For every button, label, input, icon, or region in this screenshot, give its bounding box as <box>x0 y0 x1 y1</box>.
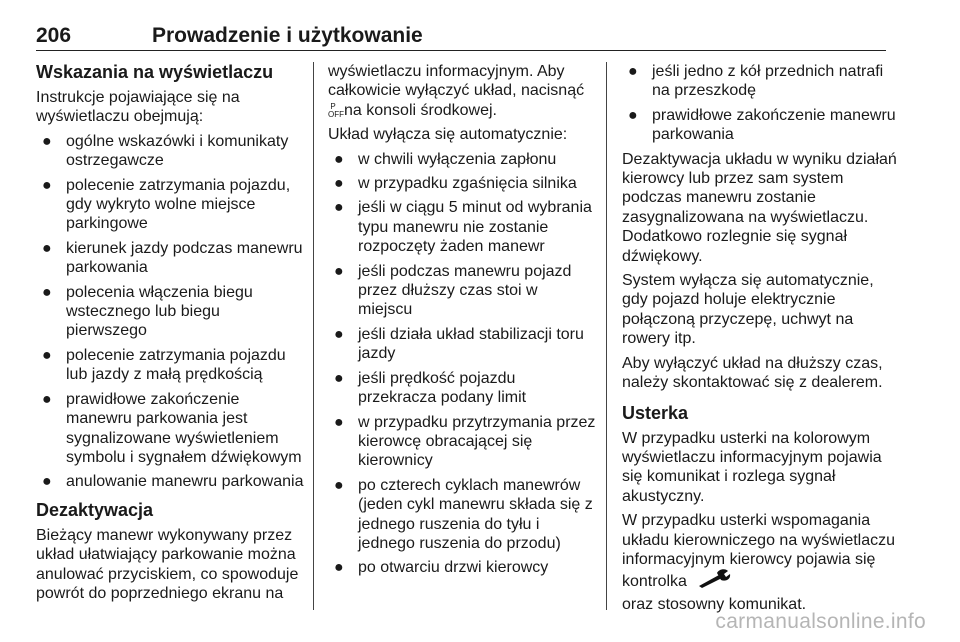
page-title: Prowadzenie i użytkowanie <box>152 24 423 47</box>
section-heading-fault: Usterka <box>622 402 689 423</box>
list-item <box>36 239 304 278</box>
list-item-text: polecenie zatrzymania pojazdu lub jazdy z małą prędkością <box>66 346 286 384</box>
bullet-icon: ● <box>628 63 638 80</box>
dealer-paragraph: Aby wyłączyć układ na dłuższy czas, należy skontaktować się z dealerem. <box>622 354 883 392</box>
list-item-text: jeśli jedno z kół przednich natrafi na przeszkodę <box>652 63 884 100</box>
bullet-icon: ● <box>334 325 344 343</box>
parking-off-icon: P OFF <box>328 101 344 119</box>
list-item <box>328 413 596 471</box>
list-item <box>36 132 304 171</box>
list-item <box>36 390 304 468</box>
paragraph-text-start: wyświetlaczu informacyjnym. Aby całkowicie wyłączyć układ, nacisnąć <box>328 63 585 100</box>
list-item <box>328 262 596 320</box>
column-2 <box>328 62 596 583</box>
bullet-icon: ● <box>42 132 52 150</box>
deactivation-continued-paragraph <box>328 62 596 120</box>
list-item <box>328 558 596 577</box>
list-item-text: jeśli w ciągu 5 minut od wybrania typu manewru nie zostanie rozpoczęty żaden manewr <box>358 199 592 256</box>
list-item-text: prawidłowe zakończenie manewru parkowania jest sygnalizowane wyświetleniem symbolu i sygnałem dźwiękowym <box>66 390 302 466</box>
list-item <box>36 346 304 385</box>
list-item <box>622 106 898 145</box>
bullet-icon: ● <box>334 559 344 577</box>
bullet-icon: ● <box>334 262 344 280</box>
list-item <box>328 325 596 364</box>
bullet-icon: ● <box>334 476 344 494</box>
fault-paragraph-1: W przypadku usterki na kolorowym wyświetlaczu informacyjnym pojawia się komunikat i rozlega sygnał akustyczny. <box>622 429 882 505</box>
bullet-icon: ● <box>42 346 52 364</box>
bullet-icon: ● <box>334 175 344 193</box>
page-number: 206 <box>36 24 72 47</box>
column-divider-1 <box>313 62 314 610</box>
list-item-text: ogólne wskazówki i komunikaty ostrzegawcze <box>66 132 289 170</box>
list-item <box>328 198 596 256</box>
list-item <box>36 472 304 491</box>
intro-paragraph: Instrukcje pojawiające się na wyświetlaczu obejmują: <box>36 89 240 126</box>
bullet-icon: ● <box>628 106 638 124</box>
wrench-icon <box>697 569 731 594</box>
list-item <box>328 476 596 554</box>
section-heading-display: Wskazania na wyświetlaczu <box>36 62 274 82</box>
fault-text-start: W przypadku usterki wspomagania układu kierowniczego na wyświetlaczu informacyjnym kierowcy pojawia się kontrolka <box>622 512 896 591</box>
deactivation-signal-paragraph: Dezaktywacja układu w wyniku działań kierowcy lub przez sam system podczas manewru zostanie zasygnalizowana na wyświetlaczu. Dodatkowo rozlegnie się sygnał dźwiękowy. <box>622 150 897 265</box>
list-item-text: kierunek jazdy podczas manewru parkowania <box>66 239 303 277</box>
list-item-text: w przypadku przytrzymania przez kierowcę obracającej się kierownicy <box>358 413 596 470</box>
list-item <box>36 176 304 234</box>
bullet-icon: ● <box>42 283 52 301</box>
list-item <box>328 174 596 193</box>
list-item-text: polecenia włączenia biegu wstecznego lub biegu pierwszego <box>66 283 253 340</box>
section-heading-deactivation: Dezaktywacja <box>36 499 154 520</box>
list-item-text: jeśli podczas manewru pojazd przez dłuższy czas stoi w miejscu <box>358 262 572 319</box>
list-item <box>328 150 596 169</box>
fault-paragraph-2 <box>622 511 898 614</box>
bullet-icon: ● <box>42 473 52 491</box>
bullet-icon: ● <box>42 239 52 257</box>
bullet-icon: ● <box>334 199 344 217</box>
bullet-icon: ● <box>334 369 344 387</box>
column-1 <box>36 62 304 608</box>
deactivation-paragraph: Bieżący manewr wykonywany przez układ ułatwiający parkowanie można anulować przyciskiem, co spowoduje powrót do poprzedniego ekranu na <box>36 526 299 602</box>
fault-text-end: oraz stosowny komunikat. <box>622 595 807 613</box>
list-item <box>622 62 898 101</box>
list-item-text: prawidłowe zakończenie manewru parkowania <box>652 106 896 144</box>
list-item-text: w chwili wyłączenia zapłonu <box>358 150 557 168</box>
auto-off-conditions-list-continued <box>622 62 898 145</box>
auto-off-conditions-list <box>328 150 596 578</box>
paragraph-text-end: na konsoli środkowej. <box>344 101 497 119</box>
list-item-text: anulowanie manewru parkowania <box>66 473 304 491</box>
display-instructions-list <box>36 132 304 492</box>
list-item-text: po czterech cyklach manewrów (jeden cykl manewru składa się z jednego ruszenia do tyłu i jednego ruszenia do przodu) <box>358 476 593 552</box>
watermark: carmanualsonline.info <box>715 610 926 633</box>
page-header <box>36 26 886 51</box>
list-item-text: jeśli prędkość pojazdu przekracza podany limit <box>358 369 527 407</box>
auto-off-intro: Układ wyłącza się automatycznie: <box>328 126 568 144</box>
bullet-icon: ● <box>334 150 344 168</box>
bullet-icon: ● <box>42 390 52 408</box>
list-item-text: w przypadku zgaśnięcia silnika <box>358 175 577 193</box>
list-item-text: jeśli działa układ stabilizacji toru jazdy <box>358 325 584 363</box>
bullet-icon: ● <box>42 176 52 194</box>
bullet-icon: ● <box>334 413 344 431</box>
trailer-paragraph: System wyłącza się automatycznie, gdy pojazd holuje elektrycznie połączoną przyczepę, uchwyt na rowery itp. <box>622 272 874 348</box>
list-item-text: polecenie zatrzymania pojazdu, gdy wykryto wolne miejsce parkingowe <box>66 176 291 233</box>
list-item <box>328 369 596 408</box>
list-item <box>36 283 304 341</box>
column-3 <box>622 62 898 619</box>
column-divider-2 <box>606 62 607 610</box>
list-item-text: po otwarciu drzwi kierowcy <box>358 559 549 577</box>
